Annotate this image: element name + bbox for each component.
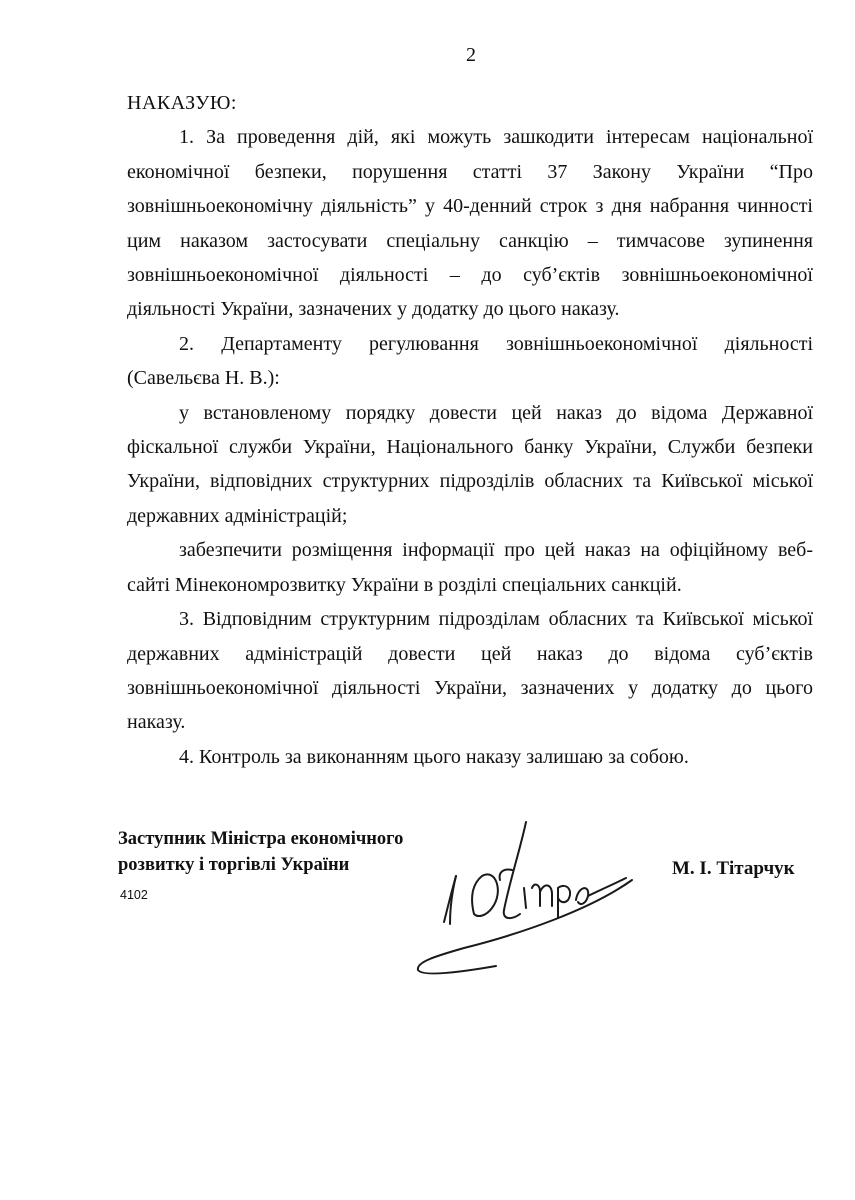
paragraph-4: 4. Контроль за виконанням цього наказу залишаю за собою. [179,745,689,768]
paragraph-2b: забезпечити розміщення інформації про цей наказ на офіційному веб-сайті Мінекономрозвитку України в розділі спеціальних санкцій. [127,539,813,596]
handwritten-signature [400,810,640,990]
order-heading: НАКАЗУЮ: [127,92,237,114]
page-number: 2 [466,44,476,66]
signatory-position [118,826,438,878]
document-code: 4102 [120,888,148,902]
signatory-position-line-1: Заступник Міністра економічного [118,829,404,849]
paragraph-3: 3. Відповідним структурним підрозділам обласних та Київської міської державних адміністрацій довести цей наказ до відома суб’єктів зовнішньоекономічної діяльності України, зазначених у додатку до цього наказу. [127,608,813,734]
paragraph-2: 2. Департаменту регулювання зовнішньоекономічної діяльності (Савельєва Н. В.): [127,332,813,390]
paragraph-2a: у встановленому порядку довести цей наказ до відома Державної фіскальної служби України, Національного банку України, Служби безпеки України, відповідних структурних підрозділів обласних та Київської міської державних адміністрацій; [127,401,813,527]
document-body [127,86,813,774]
paragraph-1: 1. За проведення дій, які можуть зашкодити інтересам національної економічної безпеки, порушення статті 37 Закону України “Про зовнішньоекономічну діяльність” у 40-денний строк з дня набрання чинності цим наказом застосувати спеціальну санкцію – тимчасове зупинення зовнішньоекономічної діяльності – до суб’єктів зовнішньоекономічної діяльності України, зазначених у додатку до цього наказу. [127,126,813,321]
signatory-position-line-2: розвитку і торгівлі України [118,855,350,875]
signatory-name: М. І. Тітарчук [672,858,795,879]
